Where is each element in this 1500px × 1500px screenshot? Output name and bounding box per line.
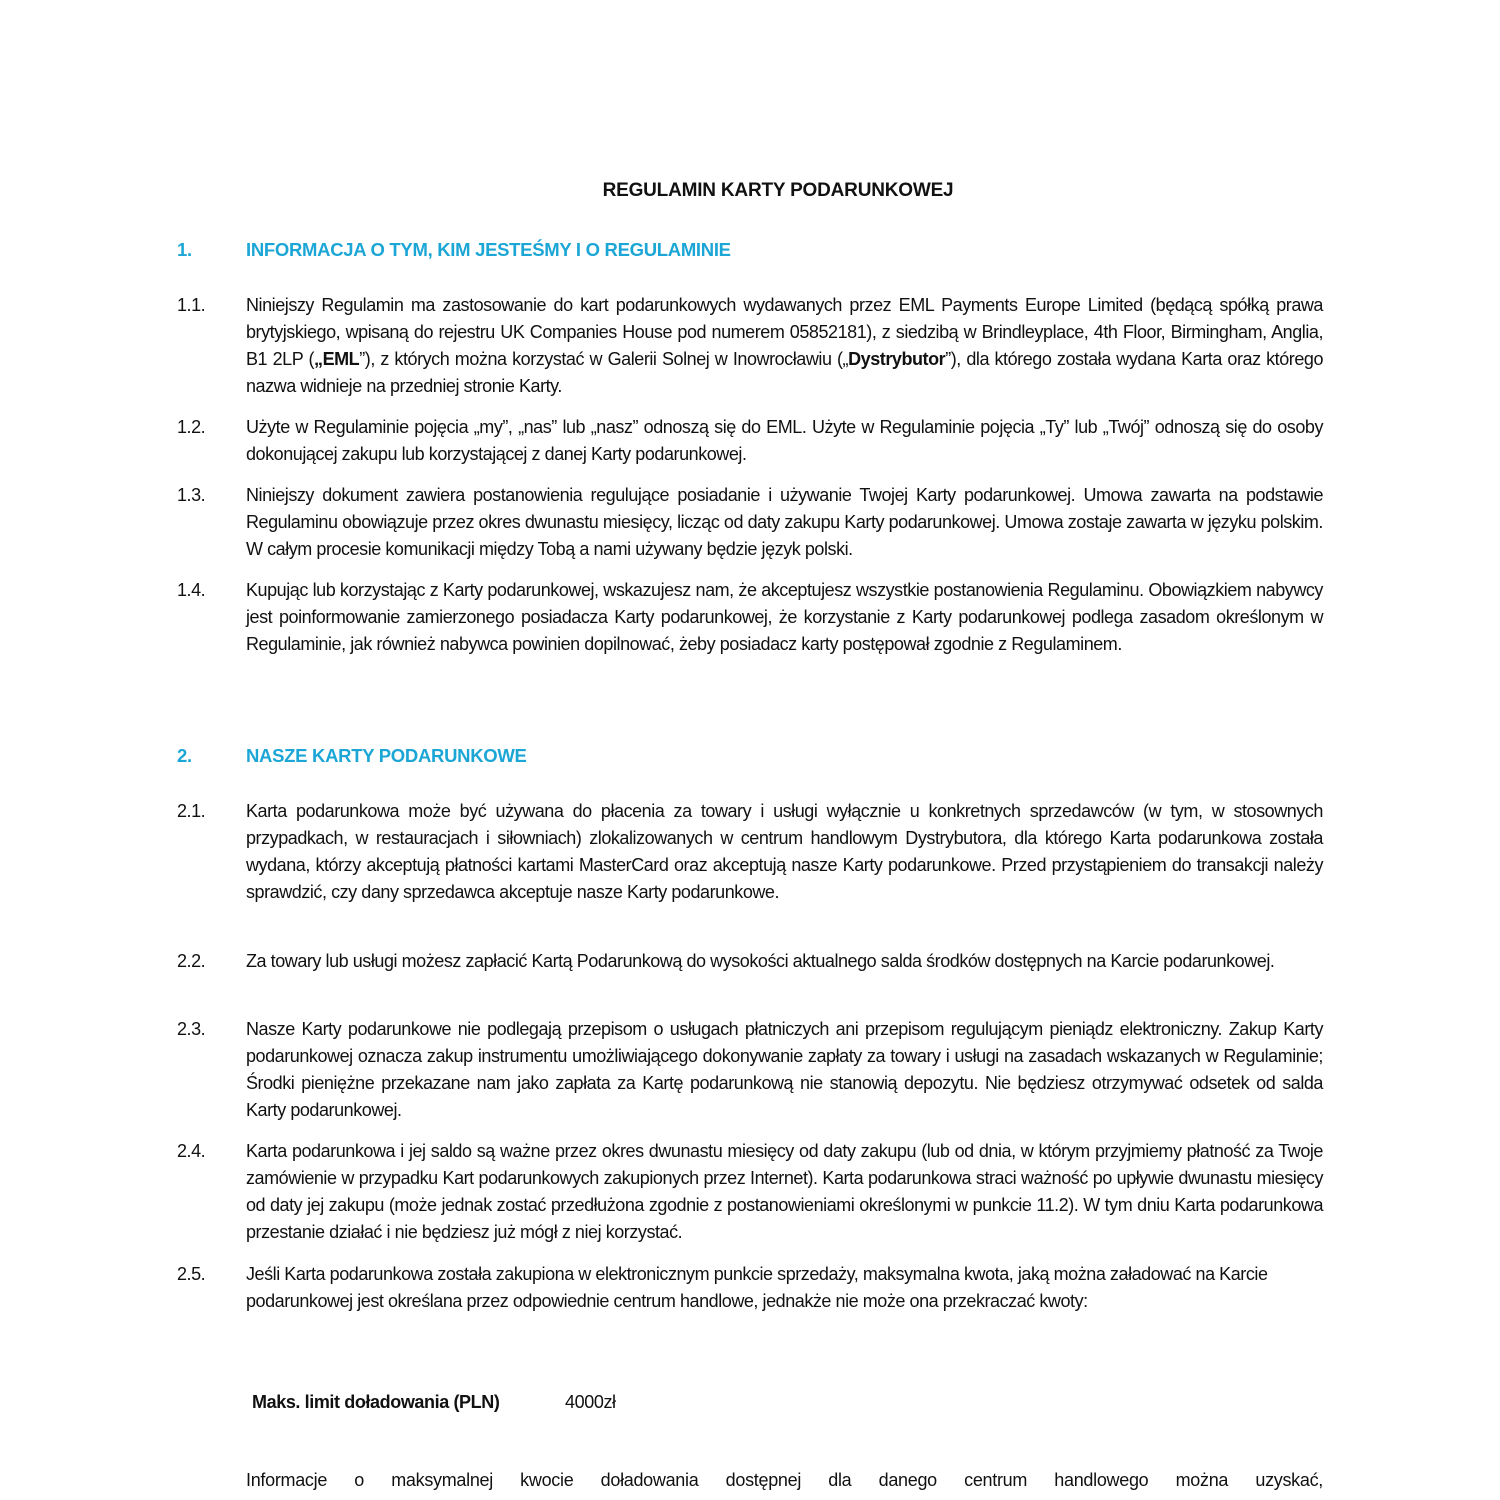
clause-text: Jeśli Karta podarunkowa została zakupiona w elektronicznym punkcie sprzedaży, maksymalna kwota, jaką można załadować na Karcie podarunkowej jest określana przez odpowiednie centrum handlowe, jednakże nie może ona przekraczać kwoty: <box>246 1264 1268 1311</box>
clause-number: 2.3. <box>177 1019 206 1039</box>
clause-text: Niniejszy dokument zawiera postanowienia regulujące posiadanie i używanie Twojej Karty podarunkowej. Umowa zawarta na podstawie Regulaminu obowiązuje przez okres dwunastu miesięcy, licząc od daty zakupu Karty podarunkowej. Umowa zostaje zawarta w języku polskim. W całym procesie komunikacji między Tobą a nami używany będzie język polski. <box>246 485 1323 559</box>
clause-text: Użyte w Regulaminie pojęcia „my”, „nas” lub „nasz” odnoszą się do EML. Użyte w Regulaminie pojęcia „Ty” lub „Twój” odnoszą się do osoby dokonującej zakupu lub korzystającej z danej Karty podarunkowej. <box>246 417 1323 464</box>
section-number: 2. <box>177 745 192 766</box>
clause-2-2 <box>177 948 1323 975</box>
clause-text: Za towary lub usługi możesz zapłacić Kartą Podarunkową do wysokości aktualnego salda środków dostępnych na Karcie podarunkowej. <box>246 951 1275 971</box>
clause-text <box>246 292 1323 400</box>
document-title: REGULAMIN KARTY PODARUNKOWEJ <box>602 180 954 201</box>
clause-text: Karta podarunkowa może być używana do płacenia za towary i usługi wyłącznie u konkretnych sprzedawców (w tym, w stosownych przypadkach, w restauracjach i siłowniach) zlokalizowanych w centrum handlowym Dystrybutora, dla którego Karta podarunkowa została wydana, którzy akceptują płatności kartami MasterCard oraz akceptują nasze Karty podarunkowe. Przed przystąpieniem do transakcji należy sprawdzić, czy dany sprzedawca akceptuje nasze Karty podarunkowe. <box>246 801 1323 902</box>
clause-1-1 <box>177 292 1323 400</box>
clause-1-2 <box>177 414 1323 468</box>
clause-number: 2.4. <box>177 1141 206 1161</box>
top-up-info-text: Informacje o maksymalnej kwocie doładowania dostępnej dla danego centrum handlowego można uzyskać, <box>246 1470 1323 1490</box>
clause-2-3 <box>177 1016 1323 1124</box>
clause-text: Nasze Karty podarunkowe nie podlegają przepisom o usługach płatniczych ani przepisom regulującym pieniądz elektroniczny. Zakup Karty podarunkowej oznacza zakup instrumentu umożliwiającego dokonywanie zapłaty za towary i usługi na zasadach wskazanych w Regulaminie; Środki pieniężne przekazane nam jako zapłata za Kartę podarunkową nie stanowią depozytu. Nie będziesz otrzymywać odsetek od salda Karty podarunkowej. <box>246 1019 1323 1120</box>
top-up-limit-label: Maks. limit doładowania (PLN) <box>252 1392 500 1412</box>
clause-number: 1.4. <box>177 580 206 600</box>
top-up-limit-value: 4000zł <box>565 1392 616 1412</box>
clause-2-1 <box>177 798 1323 906</box>
defined-term-dystrybutor: Dystrybutor <box>848 349 946 369</box>
clause-text: Kupując lub korzystając z Karty podarunkowej, wskazujesz nam, że akceptujesz wszystkie postanowienia Regulaminu. Obowiązkiem nabywcy jest poinformowanie zamierzonego posiadacza Karty podarunkowej, że korzystanie z Karty podarunkowej podlega zasadom określonym w Regulaminie, jak również nabywca powinien dopilnować, żeby posiadacz karty postępował zgodnie z Regulaminem. <box>246 580 1323 654</box>
clause-text-part: Niniejszy Regulamin ma zastosowanie do kart podarunkowych wydawanych przez EML Payments Europe Limited (będącą spółką prawa brytyjskiego, wpisaną do rejestru UK Companies House pod numerem 05852181), z siedzibą w Brindleyplace, 4th Floor, Birmingham, Anglia, B1 2LP ( <box>246 295 1323 369</box>
top-up-limit-row <box>252 1392 616 1413</box>
clause-number: 2.2. <box>177 951 206 971</box>
defined-term-eml: „EML <box>314 349 360 369</box>
section-title: NASZE KARTY PODARUNKOWE <box>246 745 527 766</box>
section-title: INFORMACJA O TYM, KIM JESTEŚMY I O REGULAMINIE <box>246 239 731 260</box>
clause-number: 1.1. <box>177 295 206 315</box>
clause-2-4 <box>177 1138 1323 1246</box>
clause-text-part: ”), dla którego została wydana Karta oraz którego nazwa widnieje na przedniej stronie Karty. <box>246 349 1324 396</box>
clause-1-3 <box>177 482 1323 563</box>
section-number: 1. <box>177 239 192 260</box>
clause-number: 1.2. <box>177 417 206 437</box>
clause-number: 2.5. <box>177 1264 206 1284</box>
clause-text: Karta podarunkowa i jej saldo są ważne przez okres dwunastu miesięcy od daty zakupu (lub od dnia, w którym przyjmiemy płatność za Twoje zamówienie w przypadku Kart podarunkowych zakupionych przez Internet). Karta podarunkowa straci ważność po upływie dwunastu miesięcy od daty jej zakupu (może jednak zostać przedłużona zgodnie z postanowieniami określonymi w punkcie 11.2). W tym dniu Karta podarunkowa przestanie działać i nie będziesz już mógł z niej korzystać. <box>246 1141 1323 1242</box>
clause-number: 2.1. <box>177 801 206 821</box>
clause-number: 1.3. <box>177 485 206 505</box>
clause-1-4 <box>177 577 1323 658</box>
clause-2-5 <box>177 1261 1277 1315</box>
clause-text-part: ”), z których można korzystać w Galerii Solnej w Inowrocławiu („ <box>359 349 849 369</box>
